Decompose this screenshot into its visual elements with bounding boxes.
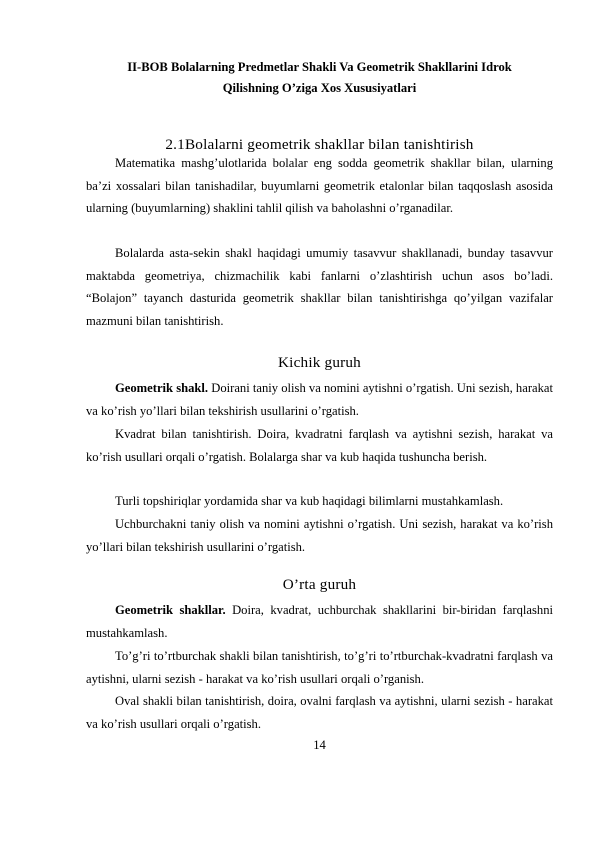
intro-paragraph-2: Bolalarda asta-sekin shakl haqidagi umumiy tasavvur shakllanadi, bunday tasavvur maktabda geometriya, chizmachilik kabi fanlarni o’zlashtirish uchun asos bo’ladi. “Bolajon” tayanch dasturida geometrik shakllar bilan tanishtirishga qo’yilgan vazifalar mazmuni bilan tanishtirish. — [86, 246, 553, 328]
section-title: 2.1Bolalarni geometrik shakllar bilan tanishtirish — [165, 136, 474, 153]
kichik-paragraph-1-text: Doirani taniy olish va nomini aytishni o’rgatish. Uni sezish, harakat va ko’rish yo’llari bilan tekshirish usullarini o’rgatish. — [86, 381, 553, 418]
kichik-paragraph-1-lead: Geometrik shakl. — [115, 381, 209, 395]
chapter-title-line-1: II-BOB Bolalarning Predmetlar Shakli Va Geometrik Shakllarini Idrok — [127, 60, 512, 74]
intro-paragraph-1: Matematika mashg’ulotlarida bolalar eng sodda geometrik shakllar bilan, ularning ba’zi xossalari bilan tanishadilar, buyumlarni geometrik etalonlar bilan taqqoslash asosida ularning (buyumlarning) shaklini tahlil qilish va baholashni o’rganadilar. — [86, 156, 553, 216]
kichik-paragraph-3: Turli topshiriqlar yordamida shar va kub haqidagi bilimlarni mustahkamlash. — [115, 494, 504, 508]
orta-paragraph-3: Oval shakli bilan tanishtirish, doira, ovalni farqlash va aytishni, ularni sezish - harakat va ko’rish usullari orqali o’rgatish. — [86, 694, 553, 731]
heading-kichik-guruh: Kichik guruh — [278, 354, 361, 371]
kichik-paragraph-4: Uchburchakni taniy olish va nomini aytishni o’rgatish. Uni sezish, harakat va ko’rish yo’llari bilan tekshirish usullarini o’rgatish. — [86, 517, 553, 554]
chapter-title-line-2: Qilishning O’ziga Xos Xususiyatlari — [222, 81, 417, 95]
kichik-paragraph-1 — [86, 377, 553, 422]
heading-orta-guruh: O’rta guruh — [282, 576, 357, 593]
orta-paragraph-1-text: Doira, kvadrat, uchburchak shakllarini bir-biridan farqlashni mustahkamlash. — [86, 603, 554, 640]
orta-paragraph-1 — [86, 599, 553, 644]
orta-paragraph-2: To’g’ri to’rtburchak shakli bilan tanishtirish, to’g’ri to’rtburchak-kvadratni farqlash va aytishni, ularni sezish - harakat va ko’rish usullari orqali o’rganish. — [86, 649, 553, 686]
kichik-paragraph-2: Kvadrat bilan tanishtirish. Doira, kvadratni farqlash va aytishni sezish, harakat va ko’rish usullari orqali o’rgatish. Bolalarga shar va kub haqida tushuncha berish. — [86, 427, 553, 464]
orta-paragraph-1-lead: Geometrik shakllar. — [115, 603, 226, 617]
chapter-title — [86, 57, 553, 99]
page-number: 14 — [313, 738, 326, 752]
